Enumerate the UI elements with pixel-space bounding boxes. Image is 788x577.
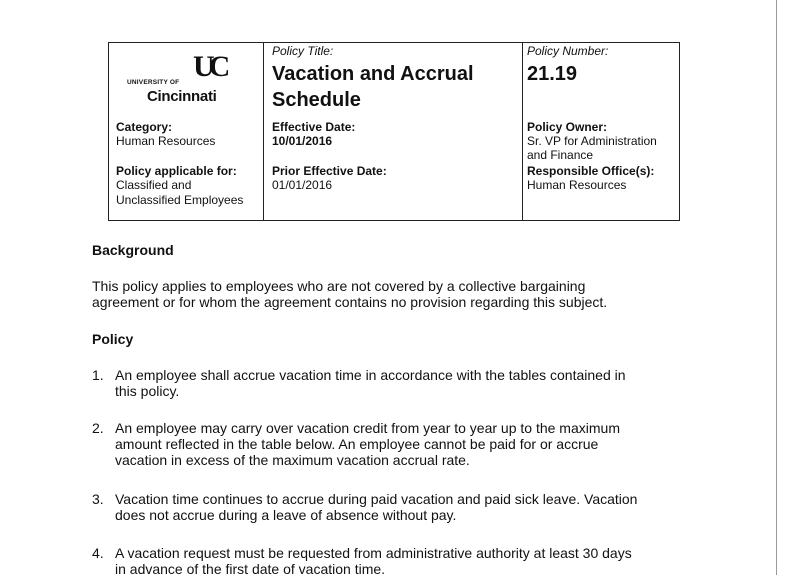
policy-title-line2: Schedule <box>272 89 361 111</box>
background-line2: agreement or for whom the agreement contains no provision regarding this subject. <box>92 294 608 310</box>
list-item-number: 1. <box>92 367 104 383</box>
prior-date-value: 01/01/2016 <box>272 178 333 192</box>
owner-line1: Sr. VP for Administration <box>527 134 657 148</box>
policy-title-line1: Vacation and Accrual <box>272 63 474 85</box>
list-item-line: An employee may carry over vacation credit from year to year up to the maximum <box>115 420 620 436</box>
category-value: Human Resources <box>116 134 216 148</box>
policy-number-label: Policy Number: <box>527 44 609 58</box>
category-label: Category: <box>116 120 173 134</box>
applicable-label: Policy applicable for: <box>116 164 237 178</box>
list-item-line: amount reflected in the table below. An employee cannot be paid for or accrue <box>115 436 599 452</box>
effective-date-label: Effective Date: <box>272 120 356 134</box>
background-heading: Background <box>92 242 174 258</box>
owner-label: Policy Owner: <box>527 120 608 134</box>
office-label: Responsible Office(s): <box>527 164 655 178</box>
list-item-line: An employee shall accrue vacation time in accordance with the tables contained in <box>115 367 626 383</box>
logo-university-of: UNIVERSITY OF <box>127 79 180 86</box>
list-item-line: Vacation time continues to accrue during paid vacation and paid sick leave. Vacation <box>115 491 638 507</box>
university-logo <box>125 48 245 103</box>
list-item-line: A vacation request must be requested from administrative authority at least 30 days <box>115 545 632 561</box>
office-value: Human Resources <box>527 178 627 192</box>
applicable-line1: Classified and <box>116 178 192 192</box>
list-item-line: vacation in excess of the maximum vacation accrual rate. <box>115 452 470 468</box>
list-item-line: this policy. <box>115 383 180 399</box>
list-item-line: does not accrue during a leave of absence without pay. <box>115 507 457 523</box>
list-item-number: 3. <box>92 491 104 507</box>
background-line1: This policy applies to employees who are not covered by a collective bargaining <box>92 278 586 294</box>
logo-cincinnati: Cincinnati <box>147 88 217 105</box>
column-divider <box>263 43 264 220</box>
policy-heading: Policy <box>92 331 134 347</box>
effective-date-value: 10/01/2016 <box>272 134 333 148</box>
column-divider <box>522 43 523 220</box>
logo-uc-mark: UC <box>193 50 225 83</box>
applicable-line2: Unclassified Employees <box>116 193 244 207</box>
list-item-number: 4. <box>92 545 104 561</box>
list-item-number: 2. <box>92 420 104 436</box>
policy-title-label: Policy Title: <box>272 44 334 58</box>
list-item-line: in advance of the first date of vacation time. <box>115 561 386 577</box>
prior-date-label: Prior Effective Date: <box>272 164 387 178</box>
policy-header-table <box>108 42 680 221</box>
policy-number: 21.19 <box>527 63 578 85</box>
owner-line2: and Finance <box>527 148 594 162</box>
page-edge <box>776 0 777 575</box>
